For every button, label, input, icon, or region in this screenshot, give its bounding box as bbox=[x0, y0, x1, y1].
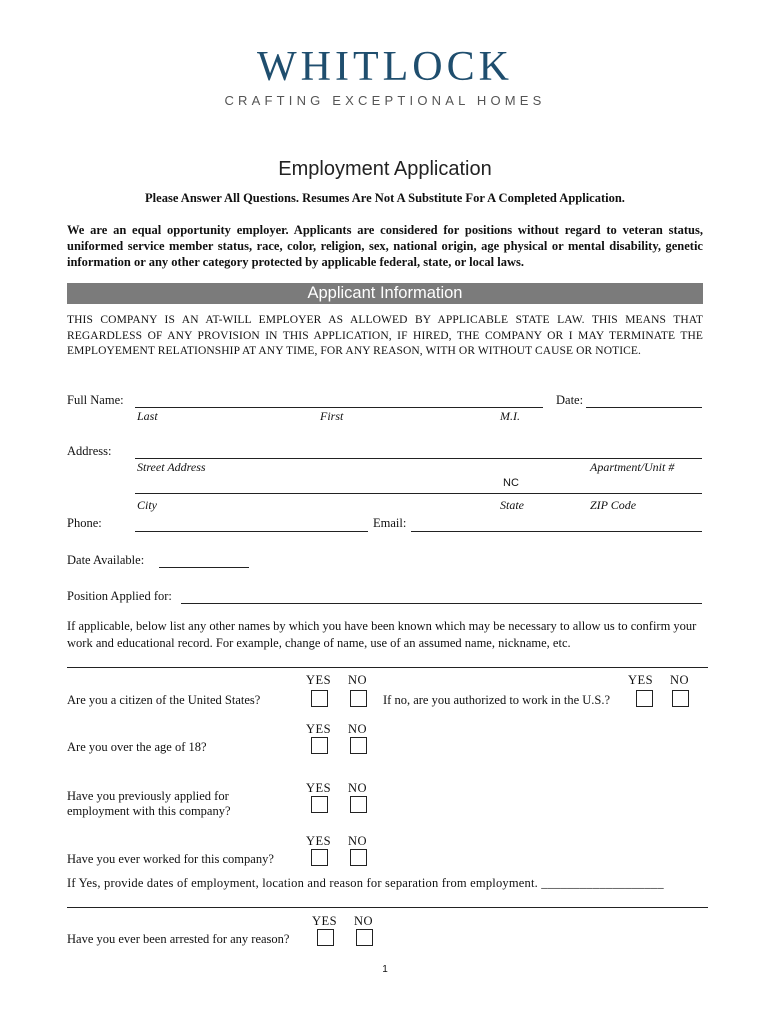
citizen-question: Are you a citizen of the United States? bbox=[67, 693, 261, 707]
applied-yes-checkbox[interactable] bbox=[311, 796, 328, 813]
email-field[interactable] bbox=[411, 531, 702, 532]
full-name-label: Full Name: bbox=[67, 393, 124, 407]
city-caption: City bbox=[137, 498, 157, 512]
arrested-question: Have you ever been arrested for any reason? bbox=[67, 932, 290, 946]
yes-label: YES bbox=[312, 914, 338, 928]
authorized-yes-checkbox[interactable] bbox=[636, 690, 653, 707]
date-available-label: Date Available: bbox=[67, 553, 145, 567]
worked-details-field[interactable] bbox=[67, 907, 708, 908]
date-label: Date: bbox=[556, 393, 584, 407]
city-state-zip-field[interactable] bbox=[135, 493, 702, 494]
position-label: Position Applied for: bbox=[67, 589, 172, 603]
yes-label: YES bbox=[628, 673, 654, 687]
other-names-field[interactable] bbox=[67, 667, 708, 668]
citizen-yes-checkbox[interactable] bbox=[311, 690, 328, 707]
middle-initial-caption: M.I. bbox=[500, 409, 520, 423]
position-field[interactable] bbox=[181, 603, 702, 604]
no-label: NO bbox=[348, 673, 368, 687]
phone-field[interactable] bbox=[135, 531, 368, 532]
address-label: Address: bbox=[67, 444, 112, 458]
logo-tagline: CRAFTING EXCEPTIONAL HOMES bbox=[224, 93, 546, 108]
no-label: NO bbox=[348, 781, 368, 795]
authorized-no-checkbox[interactable] bbox=[672, 690, 689, 707]
no-label: NO bbox=[354, 914, 374, 928]
page-number: 1 bbox=[382, 964, 388, 975]
company-logo bbox=[0, 45, 770, 108]
no-label: NO bbox=[348, 722, 368, 736]
over-18-question: Are you over the age of 18? bbox=[67, 740, 207, 754]
yes-label: YES bbox=[306, 673, 332, 687]
first-name-caption: First bbox=[320, 409, 344, 423]
eeo-statement: We are an equal opportunity employer. Applicants are considered for positions without regard to veteran status, uniformed service member status, race, color, religion, sex, national origin, age physical or mental disability, genetic information or any other category protected by applicable federal, state, or local laws. bbox=[67, 223, 703, 269]
worked-question: Have you ever worked for this company? bbox=[67, 852, 274, 866]
authorized-question: If no, are you authorized to work in the U.S.? bbox=[383, 693, 611, 707]
date-field[interactable] bbox=[586, 407, 702, 408]
applied-question-line2: employment with this company? bbox=[67, 804, 231, 818]
at-will-notice: THIS COMPANY IS AN AT-WILL EMPLOYER AS ALLOWED BY APPLICABLE STATE LAW. THIS MEANS THAT REGARDLESS OF ANY PROVISION IN THIS APPLICATION, IF HIRED, THE COMPANY OR I MAY TERMINATE THE EMPLOYEMENT RELATIONSHIP AT ANY TIME, FOR ANY REASON, WITH OR WITHOUT CAUSE OR NOTICE. bbox=[67, 314, 703, 357]
yes-label: YES bbox=[306, 781, 332, 795]
page-title: Employment Application bbox=[278, 158, 492, 180]
street-address-caption: Street Address bbox=[137, 460, 206, 474]
street-address-field[interactable] bbox=[135, 458, 702, 459]
applied-no-checkbox[interactable] bbox=[350, 796, 367, 813]
date-available-field[interactable] bbox=[159, 567, 249, 568]
email-label: Email: bbox=[373, 516, 407, 530]
worked-yes-checkbox[interactable] bbox=[311, 849, 328, 866]
no-label: NO bbox=[670, 673, 690, 687]
state-value[interactable]: NC bbox=[503, 477, 519, 489]
zip-caption: ZIP Code bbox=[590, 498, 637, 512]
apartment-caption: Apartment/Unit # bbox=[590, 460, 675, 474]
no-label: NO bbox=[348, 834, 368, 848]
applied-question-line1: Have you previously applied for bbox=[67, 789, 229, 803]
over-18-yes-checkbox[interactable] bbox=[311, 737, 328, 754]
arrested-no-checkbox[interactable] bbox=[356, 929, 373, 946]
phone-label: Phone: bbox=[67, 516, 102, 530]
last-name-caption: Last bbox=[137, 409, 158, 423]
other-names-instructions: If applicable, below list any other names by which you have been known which may be necessary to allow us to confirm your work and educational record. For example, change of name, use of an assumed name, nickname, etc. bbox=[67, 619, 697, 650]
citizen-no-checkbox[interactable] bbox=[350, 690, 367, 707]
state-caption: State bbox=[500, 498, 524, 512]
over-18-no-checkbox[interactable] bbox=[350, 737, 367, 754]
yes-label: YES bbox=[306, 834, 332, 848]
yes-label: YES bbox=[306, 722, 332, 736]
logo-wordmark: WHITLOCK bbox=[257, 44, 513, 90]
worked-no-checkbox[interactable] bbox=[350, 849, 367, 866]
worked-details-prompt[interactable]: If Yes, provide dates of employment, location and reason for separation from employment. ___________________ bbox=[67, 876, 664, 890]
full-name-field[interactable] bbox=[135, 407, 543, 408]
section-header-applicant-information: Applicant Information bbox=[67, 283, 703, 304]
arrested-yes-checkbox[interactable] bbox=[317, 929, 334, 946]
page-subtitle: Please Answer All Questions. Resumes Are Not A Substitute For A Completed Application. bbox=[145, 191, 625, 205]
